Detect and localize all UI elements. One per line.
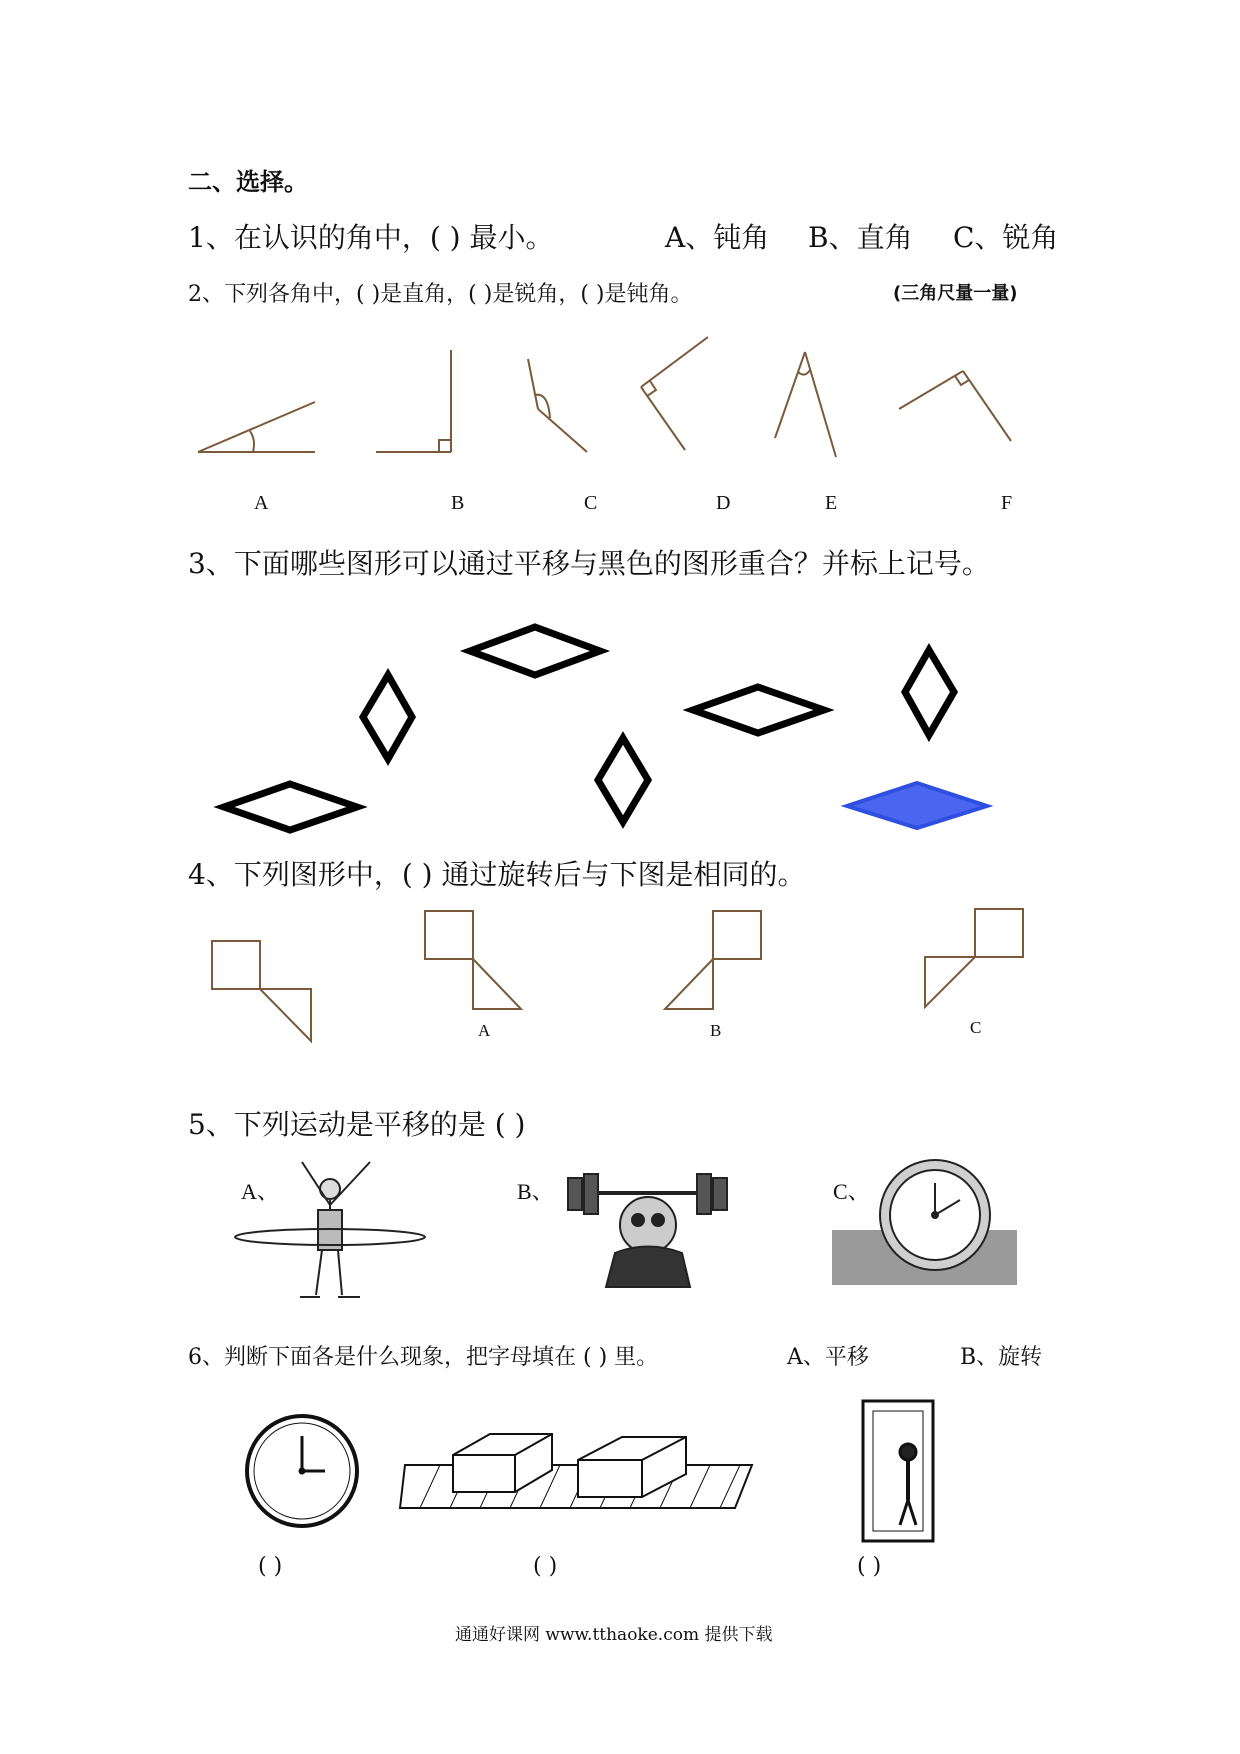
question-2-text: 2、下列各角中，( )是直角，( )是锐角，( )是钝角。	[188, 282, 693, 307]
rotation-option-b	[665, 911, 761, 1009]
motion-label-a: A、	[241, 1179, 279, 1204]
angle-a-acute	[198, 402, 315, 452]
question-4-text: 4、下列图形中，( ) 通过旋转后与下图是相同的。	[188, 858, 806, 891]
angle-label-b: B	[451, 492, 465, 514]
answer-blank-3[interactable]: ( )	[857, 1554, 882, 1579]
motion-label-c: C、	[833, 1179, 870, 1204]
answer-blank-2[interactable]: ( )	[533, 1554, 558, 1579]
rhombus-vertical-3	[598, 738, 648, 822]
angle-label-e: E	[825, 492, 838, 514]
rhombus-horizontal-1	[470, 627, 600, 675]
question-3-text: 3、下面哪些图形可以通过平移与黑色的图形重合？并标上记号。	[188, 547, 990, 580]
angle-label-d: D	[716, 492, 731, 514]
revolving-door-picture	[863, 1401, 933, 1541]
wall-clock-picture	[247, 1416, 357, 1526]
weightlifter-panda-picture	[568, 1174, 727, 1287]
angle-c-obtuse	[528, 359, 587, 452]
rhombus-figures	[224, 627, 954, 830]
question-1-option-b: B、直角	[808, 221, 913, 254]
footer-text: 通通好课网 www.tthaoke.com 提供下载	[455, 1625, 773, 1645]
rotation-label-c: C	[970, 1018, 982, 1037]
rhombus-vertical-2	[905, 650, 954, 735]
angle-figures	[198, 337, 1011, 457]
answer-blank-1[interactable]: ( )	[258, 1554, 283, 1579]
rotation-figures	[212, 909, 1023, 1041]
question-1-option-a: A、钝角	[665, 221, 770, 254]
angle-d-right	[641, 337, 708, 450]
rotation-label-a: A	[478, 1021, 491, 1040]
angle-label-a: A	[254, 492, 269, 514]
question-6-option-b: B、旋转	[960, 1345, 1043, 1370]
question-1-option-c: C、锐角	[953, 221, 1059, 254]
rhombus-target-blue	[847, 783, 987, 828]
motion-label-b: B、	[517, 1179, 554, 1204]
section-title: 二、选择。	[188, 168, 308, 196]
rhombus-horizontal-2	[693, 687, 824, 733]
angle-label-c: C	[584, 492, 598, 514]
question-5-text: 5、下列运动是平移的是 ( )	[188, 1108, 526, 1141]
rhombus-horizontal-3	[224, 784, 357, 830]
angle-label-f: F	[1001, 492, 1013, 514]
question-2-note: (三角尺量一量)	[893, 283, 1018, 304]
angle-b-right	[376, 350, 451, 452]
angle-e-acute	[775, 352, 836, 457]
question-6-text: 6、判断下面各是什么现象，把字母填在 ( ) 里。	[188, 1345, 659, 1370]
rhombus-vertical-1	[363, 675, 412, 759]
rotation-label-b: B	[710, 1021, 722, 1040]
question-1-text: 1、在认识的角中，( ) 最小。	[188, 221, 554, 254]
question-6-option-a: A、平移	[787, 1345, 869, 1370]
rotation-option-a	[425, 911, 521, 1009]
rotation-option-c	[925, 909, 1023, 1007]
conveyor-boxes-picture	[400, 1434, 752, 1508]
angle-f-right	[899, 371, 1011, 441]
alarm-clock-picture	[832, 1160, 1017, 1285]
rotation-reference	[212, 941, 311, 1041]
hula-hoop-girl-picture	[235, 1162, 425, 1297]
